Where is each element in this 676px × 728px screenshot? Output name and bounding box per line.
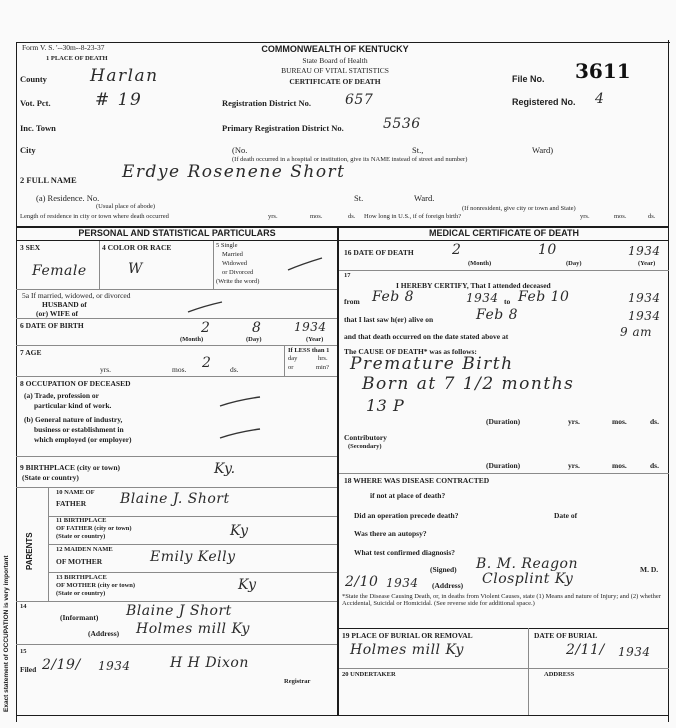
dob-day: 8 xyxy=(252,320,262,336)
dod-month-label: (Month) xyxy=(468,260,492,267)
footnote: *State the Disease Causing Death, or, in deaths from Violent Causes, state (1) Means and nature of Injury; and (2) whether Accidental, Suicidal or Homicidal. (See reverse side for additional space.) xyxy=(342,593,661,608)
occupation-check-a xyxy=(218,394,264,410)
age-yrs: yrs. xyxy=(100,365,112,374)
place-of-death-label: 1 PLACE OF DEATH xyxy=(46,55,108,62)
how-long-us: How long in U.S., if of foreign birth? xyxy=(364,213,462,220)
no-label: (No. xyxy=(232,145,248,155)
rule-after-age xyxy=(16,376,337,377)
mother-label: OF MOTHER xyxy=(56,557,103,566)
age-mos: mos. xyxy=(172,365,187,374)
doctor-address-label: (Address) xyxy=(432,581,464,590)
marital-widowed: Widowed xyxy=(222,260,248,267)
alive-label: that I last saw h(er) alive on xyxy=(344,315,434,324)
st-label: St., xyxy=(412,145,424,155)
file-number: 3611 xyxy=(575,59,631,83)
title-bureau: BUREAU OF VITAL STATISTICS xyxy=(281,66,389,75)
informant-no: 14 xyxy=(20,603,27,610)
bottom-rule xyxy=(16,715,669,716)
dob-month-label: (Month) xyxy=(180,336,204,343)
reg-district-label: Registration District No. xyxy=(222,98,311,108)
rule-after-dod xyxy=(339,270,669,271)
occupation-b1: (b) General nature of industry, xyxy=(24,415,123,424)
rule-after-parents xyxy=(16,601,337,602)
from-label: from xyxy=(344,297,360,306)
less-or: or xyxy=(288,364,294,371)
occupation-check-b xyxy=(218,426,264,442)
dob-year: 1934 xyxy=(294,320,327,334)
registered-label: Registered No. xyxy=(512,97,576,107)
duration-1-yrs: yrs. xyxy=(568,417,580,426)
certify-text: I HEREBY CERTIFY, That I attended deceased xyxy=(396,281,551,290)
county-label: County xyxy=(20,74,47,84)
duration-2-ds: ds. xyxy=(650,461,659,470)
informant-address: Holmes mill Ky xyxy=(136,621,250,637)
disease-contracted-2: if not at place of death? xyxy=(370,491,446,500)
rule-after-sex xyxy=(16,289,337,290)
cause-line-1: Premature Birth xyxy=(350,354,514,374)
divider-less xyxy=(284,345,285,376)
rule-father-bp xyxy=(48,544,337,545)
dob-month: 2 xyxy=(201,320,211,336)
filed-date: 2/19/ xyxy=(42,657,81,673)
signed-label: (Signed) xyxy=(430,565,457,574)
personal-section-title: PERSONAL AND STATISTICAL PARTICULARS xyxy=(78,228,276,238)
registrar-label: Registrar xyxy=(284,678,311,685)
occupation-a1: (a) Trade, profession or xyxy=(24,391,99,400)
duration-1: (Duration) xyxy=(486,417,521,426)
age-ds: ds. xyxy=(230,365,239,374)
alive-date: Feb 8 xyxy=(476,307,519,323)
divider-burial-date xyxy=(528,628,529,716)
birthplace-value: Ky. xyxy=(214,461,236,477)
md-label: M. D. xyxy=(640,565,659,574)
informant-address-label: (Address) xyxy=(88,629,120,638)
county-value: Harlan xyxy=(90,66,159,86)
father-value: Blaine J. Short xyxy=(120,491,230,507)
vot-label: Vot. Pct. xyxy=(20,98,51,108)
length-ds: ds. xyxy=(348,213,356,220)
primary-label: Primary Registration District No. xyxy=(222,123,344,133)
mother-value: Emily Kelly xyxy=(150,549,236,565)
cause-code: 13 P xyxy=(366,396,405,415)
vot-value: # 19 xyxy=(95,90,143,110)
duration-2-mos: mos. xyxy=(612,461,627,470)
less-hrs: hrs. xyxy=(318,355,328,362)
dob-year-label: (Year) xyxy=(306,336,324,343)
from-date: Feb 8 xyxy=(372,289,415,305)
file-label: File No. xyxy=(512,74,545,84)
how-long-ds: ds. xyxy=(648,213,656,220)
rule-under-sections xyxy=(16,240,669,241)
color-value: W xyxy=(128,261,143,277)
operation-date: Date of xyxy=(554,511,578,520)
less-than-1: If LESS than 1 xyxy=(288,347,330,354)
rule-after-spouse xyxy=(16,318,337,319)
alive-year: 1934 xyxy=(628,309,661,323)
filed-label: Filed xyxy=(20,665,37,674)
margin-text: Exact statement of OCCUPATION is very important xyxy=(3,555,10,712)
age-label: 7 AGE xyxy=(20,348,42,357)
birthplace-label: 9 BIRTHPLACE (city or town) xyxy=(20,463,121,472)
reg-district-value: 657 xyxy=(345,92,374,108)
divider-color xyxy=(213,241,214,289)
full-name-label: 2 FULL NAME xyxy=(20,175,77,185)
ward-label: Ward) xyxy=(532,145,554,155)
burial-place-value: Holmes mill Ky xyxy=(350,642,464,658)
dod-day: 10 xyxy=(538,242,557,258)
test-question: What test confirmed diagnosis? xyxy=(354,548,456,557)
spouse-5a: 5a If married, widowed, or divorced xyxy=(22,291,131,300)
form-left-border xyxy=(16,42,17,722)
cause-line-2: Born at 7 1/2 months xyxy=(362,374,575,394)
medical-section-title: MEDICAL CERTIFICATE OF DEATH xyxy=(429,228,579,238)
residence-ward: Ward. xyxy=(414,193,435,203)
death-occurred-text: and that death occurred on the date stated above at xyxy=(344,332,509,341)
dod-month: 2 xyxy=(452,242,462,258)
to-year: 1934 xyxy=(628,291,661,305)
form-number: Form V. S. '--30m--8-23-37 xyxy=(22,43,105,52)
dod-label: 16 DATE OF DEATH xyxy=(344,248,414,257)
dod-year-label: (Year) xyxy=(638,260,656,267)
wife-label: (or) WIFE of xyxy=(36,309,78,318)
dob-label: 6 DATE OF BIRTH xyxy=(20,321,84,330)
length-residence: Length of residence in city or town where death occurred xyxy=(20,213,169,220)
length-mos: mos. xyxy=(310,213,323,220)
how-long-mos: mos. xyxy=(614,213,627,220)
full-name-value: Erdye Rosenene Short xyxy=(122,162,346,182)
city-note: (If death occurred in a hospital or institution, give its NAME instead of street and number) xyxy=(232,156,468,163)
how-long-yrs: yrs. xyxy=(580,213,590,220)
registrar-signature: H H Dixon xyxy=(170,655,249,671)
burial-place-label: 19 PLACE OF BURIAL OR REMOVAL xyxy=(342,631,473,640)
father-bp-label: OF FATHER (city or town) xyxy=(56,525,132,532)
rule-after-cause xyxy=(339,473,669,474)
sign-date: 2/10 xyxy=(345,574,379,590)
marital-divorced: or Divorced xyxy=(222,269,254,276)
rule-after-dob xyxy=(16,345,337,346)
husband-label: HUSBAND of xyxy=(42,300,87,309)
father-bp-state: (State or country) xyxy=(56,533,106,540)
occupation-a2: particular kind of work. xyxy=(34,401,112,410)
signed-value: B. M. Reagon xyxy=(476,556,579,572)
title-board: State Board of Health xyxy=(302,56,368,65)
operation-question: Did an operation precede death? xyxy=(354,511,459,520)
birthplace-state: (State or country) xyxy=(22,473,79,482)
less-min: min? xyxy=(316,364,329,371)
to-date: Feb 10 xyxy=(518,289,570,305)
rule-before-burial xyxy=(339,628,669,629)
undertaker-address-label: ADDRESS xyxy=(544,671,575,678)
nonresident-note: (If nonresident, give city or town and State) xyxy=(462,205,576,212)
burial-date-value: 2/11/ xyxy=(566,642,605,658)
dod-day-label: (Day) xyxy=(566,260,582,267)
column-divider xyxy=(337,226,339,716)
disease-contracted: 18 WHERE WAS DISEASE CONTRACTED xyxy=(344,476,490,485)
parents-label: PARENTS xyxy=(25,532,34,570)
marital-married: Married xyxy=(222,251,243,258)
age-days-value: 2 xyxy=(202,355,212,371)
marital-hint: (Write the word) xyxy=(216,278,260,285)
to-label: to xyxy=(504,297,511,306)
occupation-b2: business or establishment in xyxy=(34,425,124,434)
rule-after-birthplace xyxy=(16,487,337,488)
divider-sex xyxy=(99,241,100,289)
informant-value: Blaine J Short xyxy=(126,603,232,619)
primary-value: 5536 xyxy=(383,116,421,132)
mother-no: 12 MAIDEN NAME xyxy=(56,546,113,553)
contributory-label: Contributory xyxy=(344,433,387,442)
sex-value: Female xyxy=(32,263,87,279)
informant-label: (Informant) xyxy=(60,613,99,622)
filed-year: 1934 xyxy=(98,659,131,673)
father-no: 10 NAME OF xyxy=(56,489,95,496)
inc-town-label: Inc. Town xyxy=(20,123,56,133)
rule-after-occupation xyxy=(16,456,337,457)
dod-year: 1934 xyxy=(628,244,661,258)
mother-bp-state: (State or country) xyxy=(56,590,106,597)
rule-before-undertaker xyxy=(339,668,669,669)
duration-1-ds: ds. xyxy=(650,417,659,426)
duration-2-yrs: yrs. xyxy=(568,461,580,470)
mother-bp-no: 13 BIRTHPLACE xyxy=(56,574,107,581)
father-bp-value: Ky xyxy=(230,523,249,539)
cause-label: The CAUSE OF DEATH* was as follows: xyxy=(344,347,477,356)
city-label: City xyxy=(20,145,36,155)
secondary-label: (Secondary) xyxy=(348,443,382,450)
undertaker-label: 20 UNDERTAKER xyxy=(342,671,396,678)
residence-st: St. xyxy=(354,193,364,203)
mother-bp-label: OF MOTHER (city or town) xyxy=(56,582,136,589)
spouse-check-mark xyxy=(186,300,226,316)
sex-label: 3 SEX xyxy=(20,243,41,252)
dob-day-label: (Day) xyxy=(246,336,262,343)
form-right-border xyxy=(668,40,669,722)
color-label: 4 COLOR OR RACE xyxy=(102,243,172,252)
rule-mother xyxy=(48,572,337,573)
doctor-address: Closplint Ky xyxy=(482,571,574,587)
top-rule xyxy=(16,42,670,43)
burial-year-value: 1934 xyxy=(618,645,651,659)
from-year: 1934 xyxy=(466,291,499,305)
sign-year: 1934 xyxy=(386,576,419,590)
registered-number: 4 xyxy=(595,91,605,107)
death-time: 9 am xyxy=(620,325,652,339)
less-day: day xyxy=(288,355,298,362)
duration-1-mos: mos. xyxy=(612,417,627,426)
length-yrs: yrs. xyxy=(268,213,278,220)
cert-17: 17 xyxy=(344,272,351,279)
marital-check-mark xyxy=(286,256,326,276)
father-bp-no: 11 BIRTHPLACE xyxy=(56,517,107,524)
occupation-label: 8 OCCUPATION OF DECEASED xyxy=(20,379,131,388)
duration-2: (Duration) xyxy=(486,461,521,470)
title-commonwealth: COMMONWEALTH OF KENTUCKY xyxy=(261,44,409,54)
mother-bp-value: Ky xyxy=(238,577,257,593)
autopsy-question: Was there an autopsy? xyxy=(354,529,427,538)
rule-after-informant xyxy=(16,644,337,645)
usual-abode: (Usual place of abode) xyxy=(96,203,156,210)
title-certificate: CERTIFICATE OF DEATH xyxy=(289,77,381,86)
burial-date-label: DATE OF BURIAL xyxy=(534,631,598,640)
filed-no: 15 xyxy=(20,648,27,655)
marital-single: 5 Single xyxy=(216,242,238,249)
residence-label: (a) Residence. No. xyxy=(36,193,100,203)
occupation-b3: which employed (or employer) xyxy=(34,435,132,444)
father-label: FATHER xyxy=(56,499,87,508)
